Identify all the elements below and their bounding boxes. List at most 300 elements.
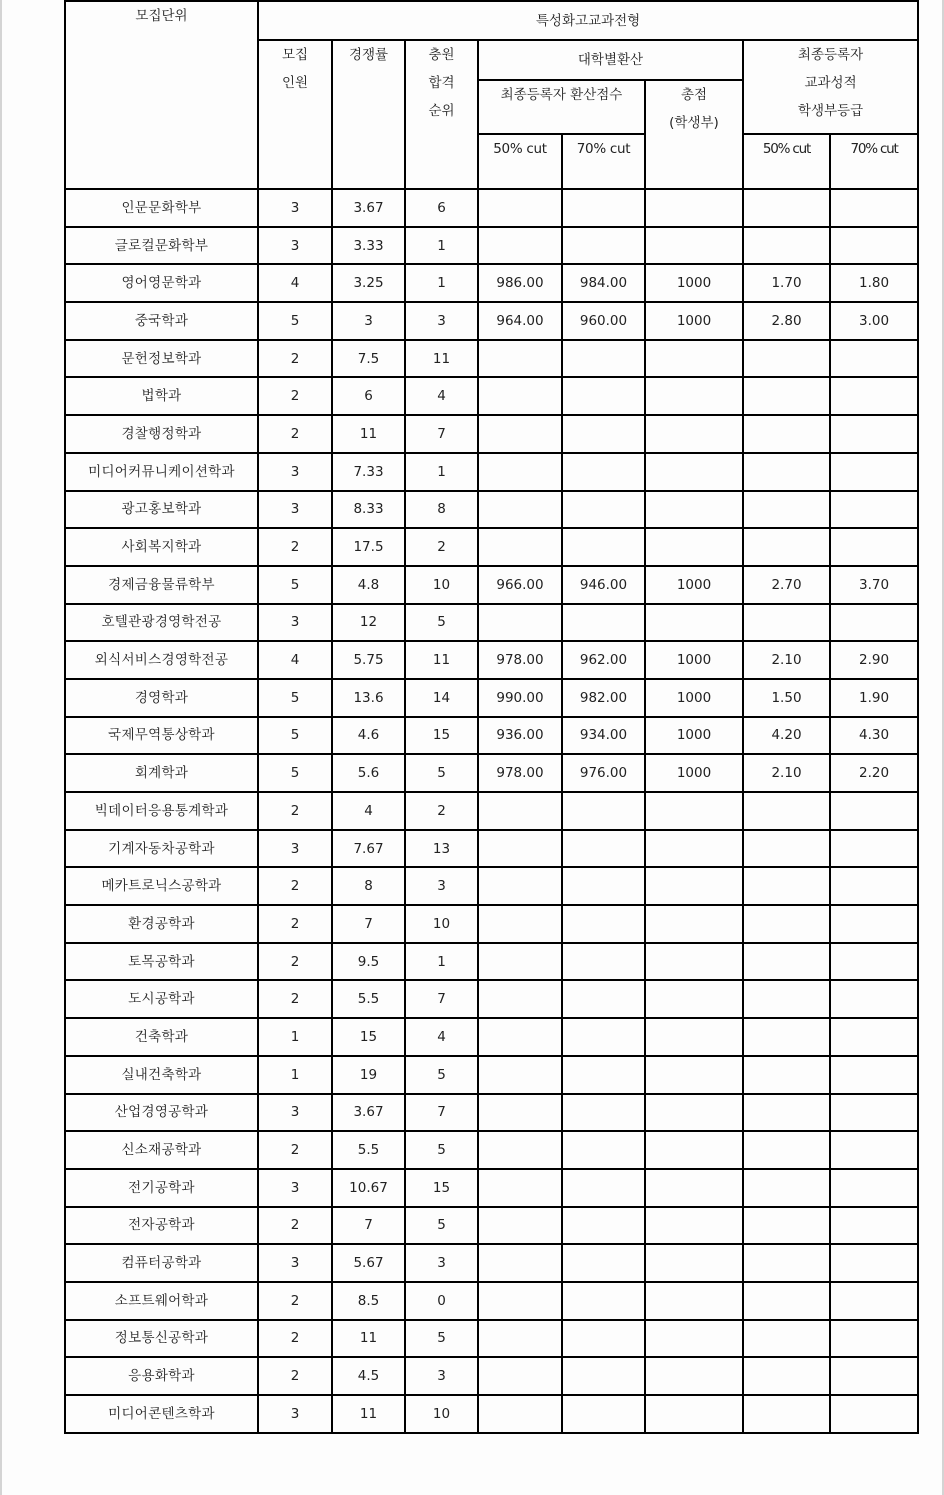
cell-score-50-cut [478, 1357, 562, 1395]
cell-score-70-cut: 982.00 [562, 679, 645, 717]
cell-grade-50-cut: 2.10 [743, 641, 830, 679]
cell-score-50-cut [478, 980, 562, 1018]
table-row [65, 1395, 918, 1433]
table-row [65, 1018, 918, 1056]
cell-unit: 국제무역통상학과 [65, 717, 258, 755]
cell-recruit-count: 3 [258, 491, 332, 529]
cell-score-70-cut [562, 1395, 645, 1433]
cell-score-70-cut [562, 340, 645, 378]
table-row [65, 1320, 918, 1358]
cell-score-70-cut [562, 1131, 645, 1169]
cell-score-50-cut: 990.00 [478, 679, 562, 717]
cell-grade-70-cut [830, 867, 918, 905]
cell-total-score [645, 415, 743, 453]
cell-unit: 컴퓨터공학과 [65, 1244, 258, 1282]
table-row [65, 1282, 918, 1320]
cell-score-70-cut [562, 1282, 645, 1320]
cell-recruit-count: 2 [258, 1282, 332, 1320]
table-row [65, 1131, 918, 1169]
cell-grade-70-cut [830, 189, 918, 227]
cell-total-score [645, 189, 743, 227]
header-recruit-count: 모집 인원 [258, 40, 332, 189]
cell-waitlist-rank: 3 [405, 867, 478, 905]
cell-waitlist-rank: 10 [405, 905, 478, 943]
cell-unit: 법학과 [65, 377, 258, 415]
cell-waitlist-rank: 5 [405, 604, 478, 642]
cell-competition-rate: 10.67 [332, 1169, 405, 1207]
cell-grade-50-cut [743, 1169, 830, 1207]
cell-competition-rate: 4 [332, 792, 405, 830]
cell-recruit-count: 3 [258, 1244, 332, 1282]
cell-score-70-cut: 962.00 [562, 641, 645, 679]
cell-score-70-cut [562, 491, 645, 529]
cell-score-50-cut [478, 943, 562, 981]
cell-competition-rate: 5.6 [332, 754, 405, 792]
cell-recruit-count: 2 [258, 340, 332, 378]
page-left-border [0, 0, 2, 1495]
cell-grade-70-cut [830, 1018, 918, 1056]
cell-score-70-cut [562, 792, 645, 830]
table-row [65, 453, 918, 491]
cell-score-70-cut [562, 905, 645, 943]
cell-recruit-count: 4 [258, 641, 332, 679]
cell-waitlist-rank: 13 [405, 830, 478, 868]
cell-score-50-cut [478, 792, 562, 830]
cell-grade-50-cut [743, 867, 830, 905]
cell-grade-70-cut [830, 792, 918, 830]
cell-grade-70-cut: 3.00 [830, 302, 918, 340]
cell-score-70-cut [562, 1207, 645, 1245]
table-header [65, 1, 918, 189]
cell-waitlist-rank: 2 [405, 792, 478, 830]
cell-competition-rate: 11 [332, 1395, 405, 1433]
cell-competition-rate: 17.5 [332, 528, 405, 566]
cell-recruit-count: 2 [258, 867, 332, 905]
cell-total-score: 1000 [645, 641, 743, 679]
cell-unit: 도시공학과 [65, 980, 258, 1018]
cell-grade-70-cut: 1.90 [830, 679, 918, 717]
header-final-registrant-grade: 최종등록자 교과성적 학생부등급 [743, 40, 918, 134]
table-row [65, 905, 918, 943]
cell-recruit-count: 2 [258, 943, 332, 981]
cell-waitlist-rank: 11 [405, 340, 478, 378]
cell-competition-rate: 5.75 [332, 641, 405, 679]
cell-recruit-count: 3 [258, 189, 332, 227]
cell-grade-50-cut [743, 340, 830, 378]
cell-waitlist-rank: 15 [405, 1169, 478, 1207]
cell-grade-70-cut [830, 528, 918, 566]
cell-waitlist-rank: 1 [405, 453, 478, 491]
cell-score-50-cut [478, 1018, 562, 1056]
cell-unit: 경찰행정학과 [65, 415, 258, 453]
table-row [65, 566, 918, 604]
cell-score-50-cut [478, 1094, 562, 1132]
cell-score-50-cut [478, 340, 562, 378]
cell-total-score [645, 1207, 743, 1245]
cell-unit: 영어영문학과 [65, 264, 258, 302]
cell-competition-rate: 8.5 [332, 1282, 405, 1320]
cell-unit: 건축학과 [65, 1018, 258, 1056]
cell-waitlist-rank: 5 [405, 1207, 478, 1245]
header-track: 특성화고교과전형 [258, 1, 918, 40]
cell-unit: 전자공학과 [65, 1207, 258, 1245]
cell-score-50-cut [478, 1131, 562, 1169]
cell-unit: 정보통신공학과 [65, 1320, 258, 1358]
cell-waitlist-rank: 15 [405, 717, 478, 755]
header-total-score: 총점 (학생부) [645, 80, 743, 189]
cell-grade-50-cut [743, 377, 830, 415]
cell-unit: 기계자동차공학과 [65, 830, 258, 868]
cell-score-70-cut [562, 1056, 645, 1094]
cell-score-70-cut [562, 943, 645, 981]
cell-recruit-count: 2 [258, 905, 332, 943]
cell-competition-rate: 3 [332, 302, 405, 340]
cell-waitlist-rank: 6 [405, 189, 478, 227]
cell-score-70-cut [562, 830, 645, 868]
table-row [65, 641, 918, 679]
cell-grade-70-cut: 4.30 [830, 717, 918, 755]
cell-waitlist-rank: 7 [405, 415, 478, 453]
cell-total-score [645, 1169, 743, 1207]
cell-score-50-cut: 936.00 [478, 717, 562, 755]
table-row [65, 943, 918, 981]
cell-score-50-cut [478, 453, 562, 491]
cell-competition-rate: 3.67 [332, 1094, 405, 1132]
cell-waitlist-rank: 0 [405, 1282, 478, 1320]
cell-competition-rate: 5.67 [332, 1244, 405, 1282]
cell-grade-70-cut [830, 604, 918, 642]
cell-grade-50-cut: 4.20 [743, 717, 830, 755]
cell-unit: 산업경영공학과 [65, 1094, 258, 1132]
cell-total-score [645, 1056, 743, 1094]
table-row [65, 491, 918, 529]
cell-unit: 중국학과 [65, 302, 258, 340]
cell-grade-50-cut [743, 980, 830, 1018]
cell-score-70-cut [562, 1169, 645, 1207]
cell-unit: 미디어콘텐츠학과 [65, 1395, 258, 1433]
cell-unit: 전기공학과 [65, 1169, 258, 1207]
cell-grade-70-cut [830, 1056, 918, 1094]
cell-grade-50-cut [743, 1320, 830, 1358]
cell-grade-70-cut [830, 227, 918, 265]
cell-score-70-cut: 984.00 [562, 264, 645, 302]
cell-unit: 외식서비스경영학전공 [65, 641, 258, 679]
cell-grade-50-cut [743, 830, 830, 868]
cell-score-50-cut [478, 604, 562, 642]
cell-grade-70-cut: 1.80 [830, 264, 918, 302]
table-row [65, 604, 918, 642]
cell-score-70-cut [562, 415, 645, 453]
cell-competition-rate: 8.33 [332, 491, 405, 529]
cell-competition-rate: 3.67 [332, 189, 405, 227]
cell-waitlist-rank: 10 [405, 566, 478, 604]
table-row [65, 1357, 918, 1395]
cell-score-50-cut [478, 867, 562, 905]
cell-grade-50-cut [743, 528, 830, 566]
cell-grade-70-cut [830, 980, 918, 1018]
cell-recruit-count: 3 [258, 1169, 332, 1207]
cell-grade-70-cut [830, 1320, 918, 1358]
cell-waitlist-rank: 7 [405, 980, 478, 1018]
cell-grade-70-cut [830, 453, 918, 491]
cell-recruit-count: 3 [258, 604, 332, 642]
cell-recruit-count: 3 [258, 227, 332, 265]
cell-recruit-count: 2 [258, 792, 332, 830]
cell-grade-50-cut: 1.70 [743, 264, 830, 302]
cell-unit: 토목공학과 [65, 943, 258, 981]
header-competition-rate: 경쟁률 [332, 40, 405, 189]
table-row [65, 867, 918, 905]
cell-total-score [645, 340, 743, 378]
cell-total-score [645, 867, 743, 905]
cell-recruit-count: 2 [258, 1320, 332, 1358]
table-row [65, 1244, 918, 1282]
header-recruitment-unit: 모집단위 [65, 1, 258, 189]
cell-score-50-cut [478, 1282, 562, 1320]
cell-score-70-cut: 960.00 [562, 302, 645, 340]
cell-recruit-count: 2 [258, 980, 332, 1018]
cell-score-50-cut [478, 1169, 562, 1207]
cell-total-score [645, 943, 743, 981]
table-row [65, 340, 918, 378]
cell-grade-70-cut: 2.20 [830, 754, 918, 792]
cell-competition-rate: 6 [332, 377, 405, 415]
cell-grade-70-cut [830, 943, 918, 981]
table-row [65, 980, 918, 1018]
cell-score-70-cut [562, 1320, 645, 1358]
cell-grade-70-cut [830, 1244, 918, 1282]
cell-unit: 빅데이터응용통계학과 [65, 792, 258, 830]
cell-recruit-count: 5 [258, 717, 332, 755]
table-row [65, 1169, 918, 1207]
cell-total-score: 1000 [645, 717, 743, 755]
cell-grade-50-cut [743, 1094, 830, 1132]
cell-competition-rate: 4.5 [332, 1357, 405, 1395]
cell-score-50-cut [478, 1056, 562, 1094]
cell-score-70-cut [562, 867, 645, 905]
cell-total-score: 1000 [645, 302, 743, 340]
cell-grade-70-cut [830, 340, 918, 378]
cell-grade-50-cut [743, 227, 830, 265]
cell-competition-rate: 12 [332, 604, 405, 642]
cell-grade-50-cut [743, 1207, 830, 1245]
cell-recruit-count: 3 [258, 830, 332, 868]
cell-unit: 호텔관광경영학전공 [65, 604, 258, 642]
cell-grade-50-cut: 2.10 [743, 754, 830, 792]
cell-score-50-cut [478, 1207, 562, 1245]
cell-waitlist-rank: 2 [405, 528, 478, 566]
cell-total-score [645, 1320, 743, 1358]
cell-grade-70-cut [830, 1207, 918, 1245]
table-row [65, 792, 918, 830]
cell-competition-rate: 11 [332, 415, 405, 453]
cell-score-50-cut [478, 227, 562, 265]
cell-total-score [645, 227, 743, 265]
cell-grade-50-cut [743, 1282, 830, 1320]
cell-grade-70-cut [830, 1357, 918, 1395]
cell-waitlist-rank: 3 [405, 1244, 478, 1282]
cell-total-score [645, 1131, 743, 1169]
cell-score-70-cut: 976.00 [562, 754, 645, 792]
header-score-70-cut: 70% cut [562, 134, 645, 189]
cell-grade-70-cut [830, 1131, 918, 1169]
cell-score-50-cut [478, 415, 562, 453]
cell-waitlist-rank: 10 [405, 1395, 478, 1433]
cell-recruit-count: 1 [258, 1018, 332, 1056]
cell-recruit-count: 5 [258, 302, 332, 340]
cell-waitlist-rank: 5 [405, 754, 478, 792]
cell-grade-50-cut [743, 1056, 830, 1094]
cell-grade-50-cut [743, 453, 830, 491]
cell-grade-50-cut [743, 491, 830, 529]
cell-total-score: 1000 [645, 679, 743, 717]
cell-total-score [645, 980, 743, 1018]
cell-competition-rate: 3.25 [332, 264, 405, 302]
table-body [65, 189, 918, 1433]
cell-recruit-count: 5 [258, 754, 332, 792]
cell-score-70-cut [562, 453, 645, 491]
cell-competition-rate: 7.5 [332, 340, 405, 378]
table-row [65, 754, 918, 792]
cell-waitlist-rank: 14 [405, 679, 478, 717]
cell-grade-50-cut [743, 415, 830, 453]
cell-score-70-cut [562, 1018, 645, 1056]
cell-score-70-cut [562, 528, 645, 566]
cell-score-70-cut [562, 227, 645, 265]
cell-grade-70-cut [830, 377, 918, 415]
cell-grade-70-cut [830, 415, 918, 453]
cell-score-70-cut [562, 604, 645, 642]
cell-unit: 환경공학과 [65, 905, 258, 943]
cell-grade-70-cut: 2.90 [830, 641, 918, 679]
cell-competition-rate: 4.8 [332, 566, 405, 604]
cell-grade-70-cut [830, 1169, 918, 1207]
header-final-registrant-score: 최종등록자 환산점수 [478, 80, 645, 134]
cell-score-70-cut [562, 1094, 645, 1132]
cell-unit: 인문문화학부 [65, 189, 258, 227]
cell-total-score [645, 491, 743, 529]
cell-grade-50-cut: 2.80 [743, 302, 830, 340]
cell-grade-50-cut [743, 1131, 830, 1169]
cell-score-50-cut: 986.00 [478, 264, 562, 302]
cell-unit: 회계학과 [65, 754, 258, 792]
cell-total-score [645, 528, 743, 566]
cell-grade-50-cut [743, 604, 830, 642]
cell-waitlist-rank: 1 [405, 227, 478, 265]
cell-competition-rate: 4.6 [332, 717, 405, 755]
cell-score-50-cut: 964.00 [478, 302, 562, 340]
cell-score-50-cut [478, 528, 562, 566]
table-row [65, 227, 918, 265]
cell-competition-rate: 3.33 [332, 227, 405, 265]
cell-unit: 사회복지학과 [65, 528, 258, 566]
header-university-conversion: 대학별환산 [478, 40, 743, 80]
cell-unit: 경영학과 [65, 679, 258, 717]
cell-score-50-cut [478, 377, 562, 415]
cell-score-70-cut [562, 189, 645, 227]
cell-recruit-count: 2 [258, 528, 332, 566]
cell-competition-rate: 13.6 [332, 679, 405, 717]
cell-score-70-cut: 946.00 [562, 566, 645, 604]
cell-grade-70-cut [830, 830, 918, 868]
cell-unit: 미디어커뮤니케이션학과 [65, 453, 258, 491]
cell-waitlist-rank: 1 [405, 943, 478, 981]
cell-total-score [645, 1357, 743, 1395]
cell-unit: 소프트웨어학과 [65, 1282, 258, 1320]
cell-total-score [645, 1094, 743, 1132]
cell-recruit-count: 2 [258, 1131, 332, 1169]
cell-grade-70-cut [830, 1094, 918, 1132]
table-row [65, 1056, 918, 1094]
table-row [65, 1207, 918, 1245]
cell-score-50-cut [478, 1320, 562, 1358]
cell-total-score: 1000 [645, 754, 743, 792]
table-row [65, 717, 918, 755]
cell-score-70-cut [562, 1357, 645, 1395]
cell-grade-70-cut: 3.70 [830, 566, 918, 604]
table-row [65, 264, 918, 302]
cell-competition-rate: 5.5 [332, 1131, 405, 1169]
table-row [65, 377, 918, 415]
table-row [65, 302, 918, 340]
cell-grade-50-cut [743, 943, 830, 981]
cell-waitlist-rank: 5 [405, 1131, 478, 1169]
cell-score-50-cut [478, 189, 562, 227]
table-row [65, 1094, 918, 1132]
header-grade-70-cut: 70% cut [830, 134, 918, 189]
table-row [65, 189, 918, 227]
table-row [65, 830, 918, 868]
cell-grade-50-cut [743, 189, 830, 227]
cell-unit: 메카트로닉스공학과 [65, 867, 258, 905]
cell-unit: 응용화학과 [65, 1357, 258, 1395]
cell-competition-rate: 8 [332, 867, 405, 905]
cell-recruit-count: 3 [258, 1094, 332, 1132]
cell-waitlist-rank: 4 [405, 1018, 478, 1056]
cell-recruit-count: 3 [258, 453, 332, 491]
cell-recruit-count: 2 [258, 1207, 332, 1245]
cell-total-score [645, 1395, 743, 1433]
cell-score-50-cut [478, 1395, 562, 1433]
cell-total-score: 1000 [645, 264, 743, 302]
cell-recruit-count: 5 [258, 679, 332, 717]
cell-grade-70-cut [830, 1395, 918, 1433]
cell-unit: 신소재공학과 [65, 1131, 258, 1169]
cell-waitlist-rank: 11 [405, 641, 478, 679]
cell-competition-rate: 19 [332, 1056, 405, 1094]
admissions-results-table [64, 0, 919, 1434]
cell-unit: 문헌정보학과 [65, 340, 258, 378]
cell-grade-50-cut [743, 792, 830, 830]
cell-waitlist-rank: 4 [405, 377, 478, 415]
cell-waitlist-rank: 3 [405, 1357, 478, 1395]
cell-waitlist-rank: 7 [405, 1094, 478, 1132]
cell-total-score [645, 1282, 743, 1320]
cell-grade-70-cut [830, 905, 918, 943]
cell-total-score [645, 1018, 743, 1056]
cell-waitlist-rank: 5 [405, 1056, 478, 1094]
cell-recruit-count: 2 [258, 415, 332, 453]
cell-score-70-cut [562, 1244, 645, 1282]
cell-competition-rate: 7 [332, 1207, 405, 1245]
cell-grade-70-cut [830, 1282, 918, 1320]
table-row [65, 528, 918, 566]
cell-waitlist-rank: 8 [405, 491, 478, 529]
cell-score-50-cut: 978.00 [478, 754, 562, 792]
cell-score-50-cut [478, 830, 562, 868]
cell-grade-50-cut [743, 905, 830, 943]
cell-competition-rate: 11 [332, 1320, 405, 1358]
